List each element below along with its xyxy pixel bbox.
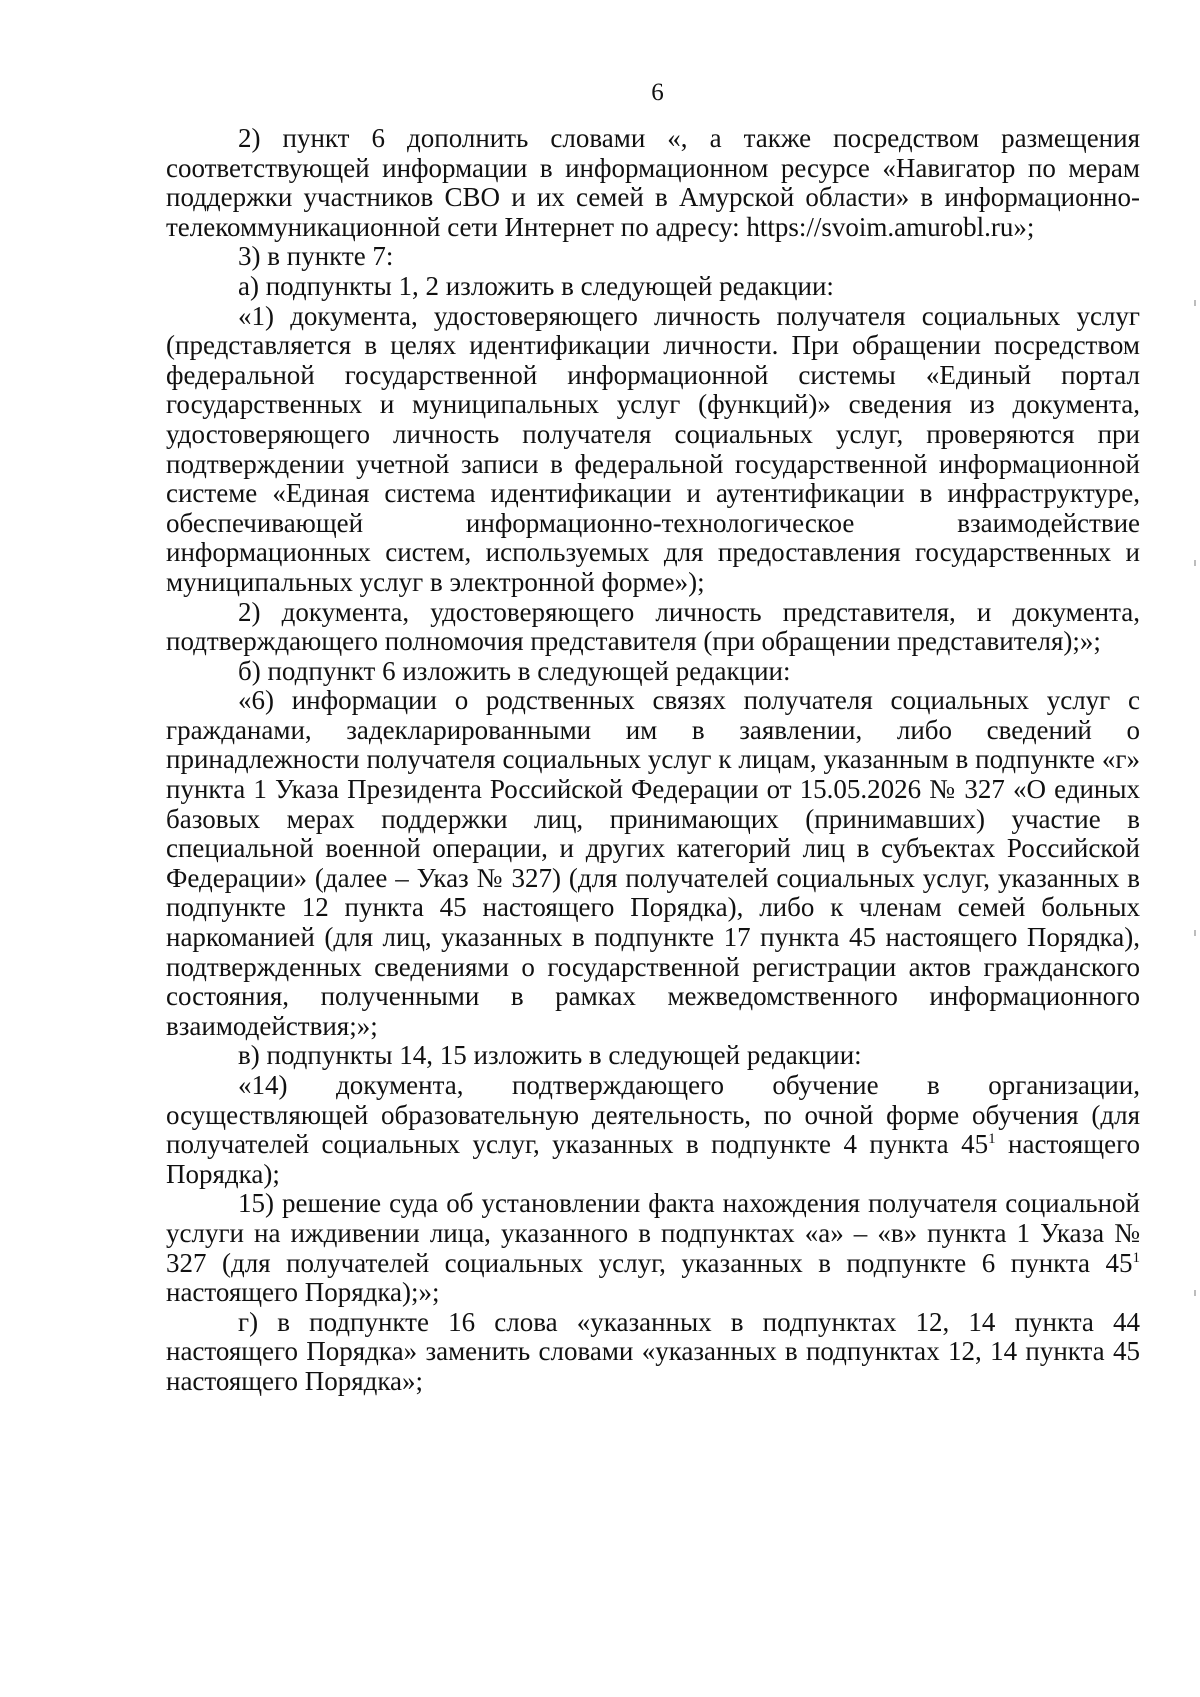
page-number: 6 (651, 79, 664, 106)
paragraph-subitem-a: а) подпункты 1, 2 изложить в следующей редакции: (238, 270, 834, 301)
paragraph-item-3-point-7: 3) в пункте 7: (238, 241, 394, 272)
paragraph-subpoint-15 (166, 1189, 1140, 1307)
paragraph-subitem-v: в) подпункты 14, 15 изложить в следующей редакции: (238, 1040, 862, 1071)
subpoint-15-text: 15) решение суда об установлении факта нахождения получателя социальной услуги на иждивении лица, указанного в подпунктах «а» – «в» пункта 1 Указа № 327 (для получателей социальных услуг, указанных в подпункте 6 пункта 45 (166, 1188, 1140, 1278)
paragraph-item-2-amend-point-6: 2) пункт 6 дополнить словами «, а также посредством размещения соответствующей информации в информационном ресурсе «Навигатор по мерам поддержки участников СВО и их семей в Амурской области» в информационно-телекоммуникационной сети Интернет по адресу: https://svoim.amurobl.ru»; (166, 123, 1140, 242)
superscript-index: 1 (1132, 1249, 1140, 1266)
document-body (166, 124, 1140, 1397)
scan-mark (1194, 930, 1196, 936)
subpoint-14-text-end: настоящего Порядка); (166, 1129, 1140, 1189)
paragraph-subpoint-14 (166, 1071, 1140, 1189)
subpoint-14-text: «14) документа, подтверждающего обучение в организации, осуществляющей образовательную деятельность, по очной форме обучения (для получателей социальных услуг, указанных в подпункте 4 пункта 45 (166, 1070, 1140, 1160)
scan-edge-marks (1193, 0, 1196, 1697)
scan-mark (1194, 1290, 1196, 1296)
paragraph-subpoint-2: 2) документа, удостоверяющего личность представителя, и документа, подтверждающего полномочия представителя (при обращении представителя);»; (166, 596, 1140, 657)
superscript-index: 1 (988, 1131, 996, 1148)
subpoint-15-text-end: настоящего Порядка);»; (166, 1277, 440, 1308)
paragraph-subpoint-1: «1) документа, удостоверяющего личность получателя социальных услуг (представляется в целях идентификации личности. При обращении посредством федеральной государственной информационной системы «Единый портал государственных и муниципальных услуг (функций)» сведения из документа, удостоверяющего личность получателя социальных услуг, проверяются при подтверждении учетной записи в федеральной государственной информационной системе «Единая система идентификации и аутентификации в инфраструктуре, обеспечивающей информационно-технологическое взаимодействие информационных систем, используемых для предоставления государственных и муниципальных услуг в электронной форме»); (166, 300, 1140, 597)
scan-mark (1194, 560, 1196, 566)
paragraph-subitem-b: б) подпункт 6 изложить в следующей редакции: (238, 655, 791, 686)
scan-mark (1194, 300, 1196, 306)
paragraph-subitem-g: г) в подпункте 16 слова «указанных в подпунктах 12, 14 пункта 44 настоящего Порядка» заменить словами «указанных в подпунктах 12, 14 пункта 45 настоящего Порядка»; (166, 1306, 1140, 1396)
paragraph-subpoint-6: «6) информации о родственных связях получателя социальных услуг с гражданами, задекларированными им в заявлении, либо сведений о принадлежности получателя социальных услуг к лицам, указанным в подпункте «г» пункта 1 Указа Президента Российской Федерации от 15.05.2026 № 327 «О единых базовых мерах поддержки лиц, принимающих (принимавших) участие в специальной военной операции, и других категорий лиц в субъектах Российской Федерации» (далее – Указ № 327) (для получателей социальных услуг, указанных в подпункте 12 пункта 45 настоящего Порядка), либо к членам семей больных наркоманией (для лиц, указанных в подпункте 17 пункта 45 настоящего Порядка), подтвержденных сведениями о государственной регистрации актов гражданского состояния, полученными в рамках межведомственного информационного взаимодействия;»; (166, 685, 1140, 1041)
